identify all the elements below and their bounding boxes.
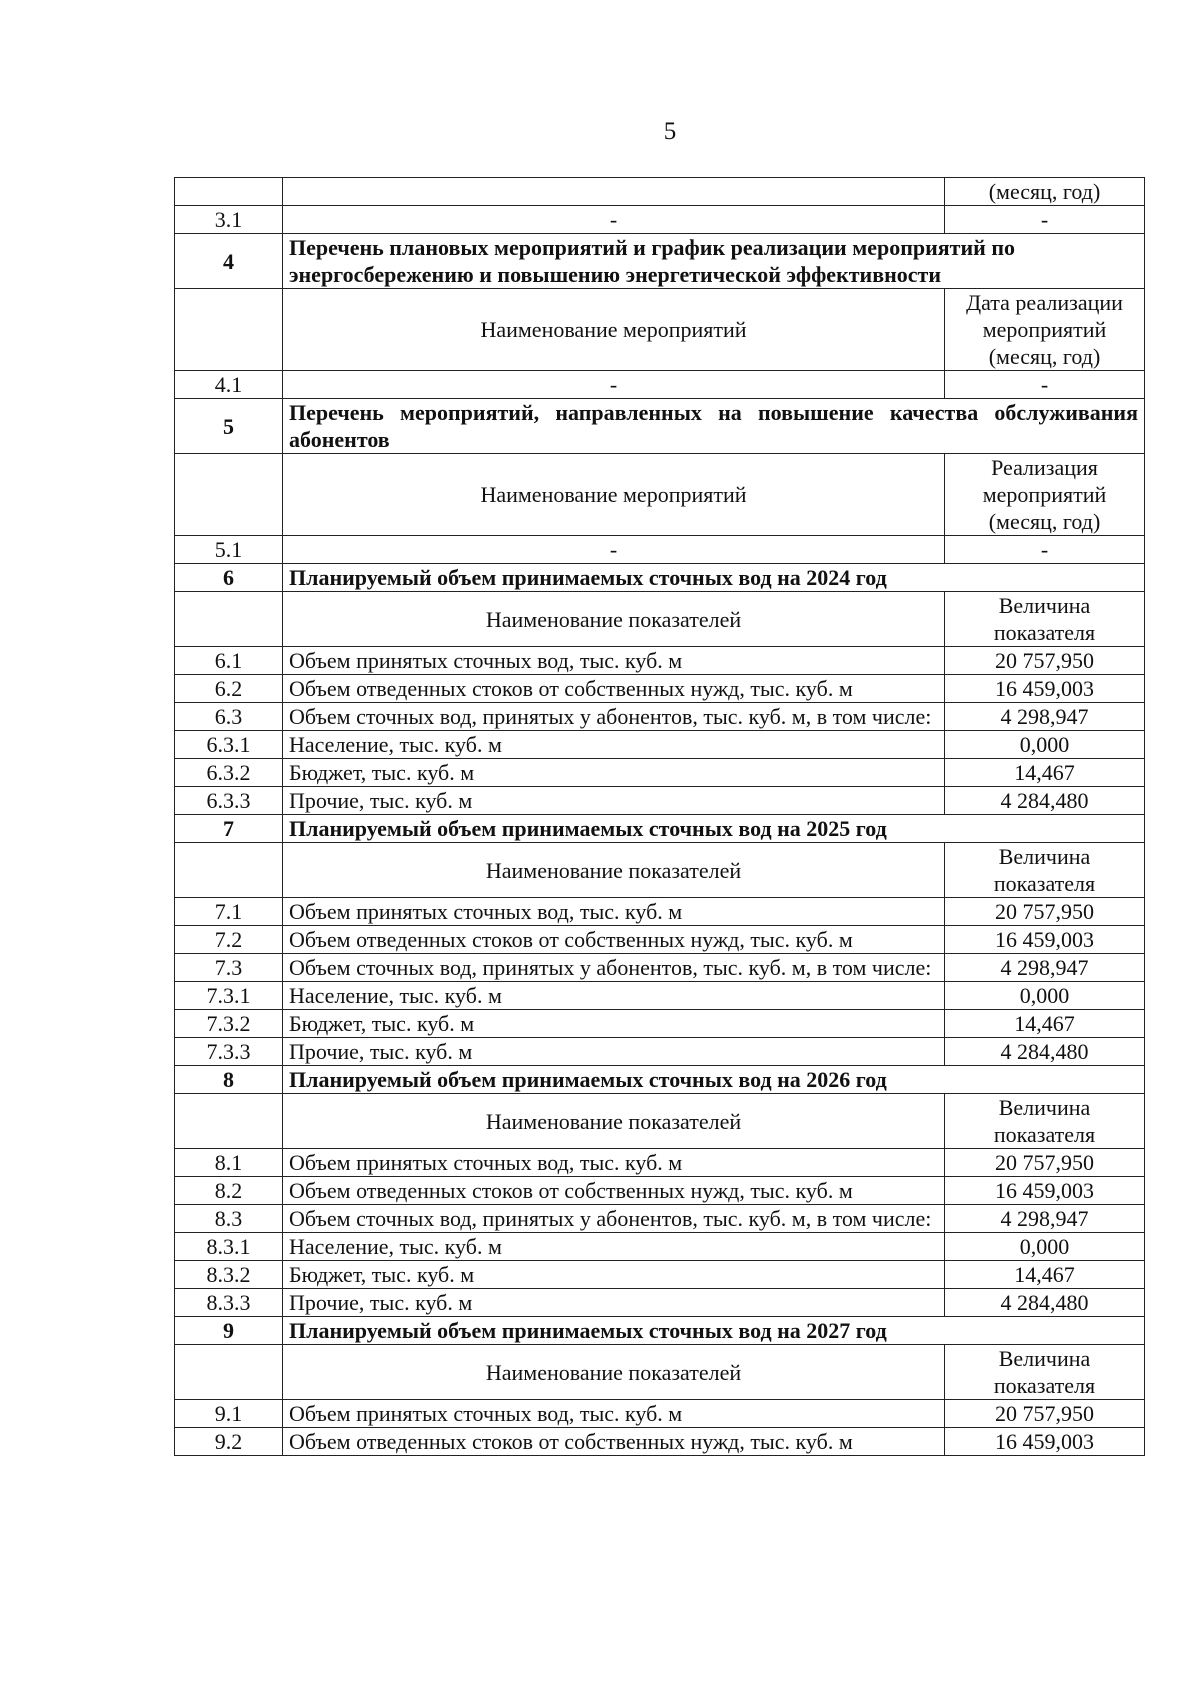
indicator-name: Бюджет, тыс. куб. м: [283, 759, 945, 787]
table-row: [175, 731, 1145, 759]
row-number: [175, 1345, 283, 1400]
section-title: Планируемый объем принимаемых сточных вод на 2025 год: [283, 815, 1145, 843]
indicator-value: 4 284,480: [945, 787, 1145, 815]
indicator-value: 20 757,950: [945, 898, 1145, 926]
row-number: 6.2: [175, 675, 283, 703]
indicator-name: Объем принятых сточных вод, тыс. куб. м: [283, 1149, 945, 1177]
indicator-value: (месяц, год): [945, 178, 1145, 206]
section-row: [175, 399, 1145, 454]
indicator-value: 4 298,947: [945, 1205, 1145, 1233]
section-row: [175, 234, 1145, 289]
page-number: 5: [663, 118, 677, 145]
table-body: [175, 178, 1145, 1456]
row-number: 5: [175, 399, 283, 454]
column-header-value: Дата реализации мероприятий (месяц, год): [945, 289, 1145, 371]
table-row: [175, 675, 1145, 703]
table-row: [175, 536, 1145, 564]
indicator-name: Объем сточных вод, принятых у абонентов, тыс. куб. м, в том числе:: [283, 954, 945, 982]
row-number: 3.1: [175, 206, 283, 234]
indicator-name: Бюджет, тыс. куб. м: [283, 1010, 945, 1038]
row-number: 7: [175, 815, 283, 843]
row-number: 6.3.2: [175, 759, 283, 787]
section-row: [175, 815, 1145, 843]
table-row: [175, 1177, 1145, 1205]
row-number: 8.1: [175, 1149, 283, 1177]
table-row: [175, 371, 1145, 399]
indicator-value: 20 757,950: [945, 1149, 1145, 1177]
indicator-value: 4 284,480: [945, 1289, 1145, 1317]
indicator-name: Бюджет, тыс. куб. м: [283, 1261, 945, 1289]
table-row: [175, 1233, 1145, 1261]
indicator-value: 0,000: [945, 1233, 1145, 1261]
table-row: [175, 926, 1145, 954]
indicator-name: Объем принятых сточных вод, тыс. куб. м: [283, 647, 945, 675]
indicator-name: -: [283, 206, 945, 234]
indicator-name: Объем отведенных стоков от собственных нужд, тыс. куб. м: [283, 675, 945, 703]
indicator-value: 4 298,947: [945, 703, 1145, 731]
table-header-row: [175, 843, 1145, 898]
indicator-value: -: [945, 206, 1145, 234]
indicator-value: 14,467: [945, 1261, 1145, 1289]
indicator-value: 16 459,003: [945, 675, 1145, 703]
indicator-name: [283, 178, 945, 206]
indicator-value: -: [945, 371, 1145, 399]
column-header-name: Наименование показателей: [283, 1345, 945, 1400]
row-number: 6.1: [175, 647, 283, 675]
row-number: 4.1: [175, 371, 283, 399]
indicator-name: Объем отведенных стоков от собственных нужд, тыс. куб. м: [283, 926, 945, 954]
row-number: 7.3.3: [175, 1038, 283, 1066]
row-number: [175, 454, 283, 536]
indicator-value: 16 459,003: [945, 926, 1145, 954]
column-header-value: Величина показателя: [945, 1345, 1145, 1400]
indicator-value: 14,467: [945, 759, 1145, 787]
row-number: 5.1: [175, 536, 283, 564]
row-number: 6.3: [175, 703, 283, 731]
indicator-name: Население, тыс. куб. м: [283, 1233, 945, 1261]
column-header-value: Реализация мероприятий (месяц, год): [945, 454, 1145, 536]
table-row: [175, 206, 1145, 234]
row-number: 6.3.1: [175, 731, 283, 759]
indicator-name: -: [283, 536, 945, 564]
row-number: 8.3.2: [175, 1261, 283, 1289]
table-row: [175, 982, 1145, 1010]
row-number: 9: [175, 1317, 283, 1345]
table-header-row: [175, 1345, 1145, 1400]
table-row: [175, 759, 1145, 787]
indicator-value: 0,000: [945, 982, 1145, 1010]
section-title: Планируемый объем принимаемых сточных вод на 2026 год: [283, 1066, 1145, 1094]
indicator-name: -: [283, 371, 945, 399]
section-title: Перечень мероприятий, направленных на повышение качества обслуживания абонентов: [283, 399, 1145, 454]
row-number: 6: [175, 564, 283, 592]
indicator-value: 16 459,003: [945, 1177, 1145, 1205]
section-row: [175, 1066, 1145, 1094]
row-number: 4: [175, 234, 283, 289]
row-number: 9.1: [175, 1400, 283, 1428]
row-number: 6.3.3: [175, 787, 283, 815]
row-number: 8: [175, 1066, 283, 1094]
indicator-name: Прочие, тыс. куб. м: [283, 1289, 945, 1317]
column-header-name: Наименование мероприятий: [283, 454, 945, 536]
indicator-name: Объем отведенных стоков от собственных нужд, тыс. куб. м: [283, 1177, 945, 1205]
column-header-value: Величина показателя: [945, 843, 1145, 898]
row-number: 9.2: [175, 1428, 283, 1456]
table-row: [175, 1205, 1145, 1233]
indicator-name: Прочие, тыс. куб. м: [283, 1038, 945, 1066]
row-number: [175, 1094, 283, 1149]
table-row: [175, 178, 1145, 206]
table-row: [175, 703, 1145, 731]
section-row: [175, 564, 1145, 592]
table-row: [175, 1289, 1145, 1317]
indicator-value: 16 459,003: [945, 1428, 1145, 1456]
section-row: [175, 1317, 1145, 1345]
document-table: [174, 177, 1145, 1456]
row-number: [175, 178, 283, 206]
section-title: Планируемый объем принимаемых сточных вод на 2027 год: [283, 1317, 1145, 1345]
indicator-value: 0,000: [945, 731, 1145, 759]
table-row: [175, 1010, 1145, 1038]
indicator-name: Прочие, тыс. куб. м: [283, 787, 945, 815]
table-header-row: [175, 289, 1145, 371]
indicator-name: Население, тыс. куб. м: [283, 982, 945, 1010]
row-number: 8.3: [175, 1205, 283, 1233]
column-header-value: Величина показателя: [945, 1094, 1145, 1149]
table-row: [175, 898, 1145, 926]
column-header-name: Наименование показателей: [283, 1094, 945, 1149]
row-number: 7.1: [175, 898, 283, 926]
indicator-value: -: [945, 536, 1145, 564]
row-number: 7.3.2: [175, 1010, 283, 1038]
indicator-name: Население, тыс. куб. м: [283, 731, 945, 759]
indicator-value: 20 757,950: [945, 1400, 1145, 1428]
table-row: [175, 787, 1145, 815]
column-header-value: Величина показателя: [945, 592, 1145, 647]
table-header-row: [175, 592, 1145, 647]
row-number: 7.2: [175, 926, 283, 954]
row-number: [175, 592, 283, 647]
row-number: 8.3.3: [175, 1289, 283, 1317]
row-number: 8.2: [175, 1177, 283, 1205]
indicator-value: 4 284,480: [945, 1038, 1145, 1066]
table-row: [175, 1038, 1145, 1066]
indicator-name: Объем сточных вод, принятых у абонентов, тыс. куб. м, в том числе:: [283, 1205, 945, 1233]
row-number: [175, 843, 283, 898]
table-row: [175, 1428, 1145, 1456]
table-header-row: [175, 454, 1145, 536]
row-number: 8.3.1: [175, 1233, 283, 1261]
row-number: [175, 289, 283, 371]
indicator-value: 20 757,950: [945, 647, 1145, 675]
table-row: [175, 1261, 1145, 1289]
indicator-name: Объем принятых сточных вод, тыс. куб. м: [283, 1400, 945, 1428]
column-header-name: Наименование показателей: [283, 843, 945, 898]
table-row: [175, 647, 1145, 675]
column-header-name: Наименование мероприятий: [283, 289, 945, 371]
table-row: [175, 1149, 1145, 1177]
indicator-name: Объем принятых сточных вод, тыс. куб. м: [283, 898, 945, 926]
indicator-value: 14,467: [945, 1010, 1145, 1038]
row-number: 7.3.1: [175, 982, 283, 1010]
table-row: [175, 954, 1145, 982]
table-header-row: [175, 1094, 1145, 1149]
indicator-value: 4 298,947: [945, 954, 1145, 982]
indicator-name: Объем отведенных стоков от собственных нужд, тыс. куб. м: [283, 1428, 945, 1456]
section-title: Перечень плановых мероприятий и график реализации мероприятий по энергосбережению и повышению энергетической эффективности: [283, 234, 1145, 289]
row-number: 7.3: [175, 954, 283, 982]
table-row: [175, 1400, 1145, 1428]
section-title: Планируемый объем принимаемых сточных вод на 2024 год: [283, 564, 1145, 592]
column-header-name: Наименование показателей: [283, 592, 945, 647]
indicator-name: Объем сточных вод, принятых у абонентов, тыс. куб. м, в том числе:: [283, 703, 945, 731]
